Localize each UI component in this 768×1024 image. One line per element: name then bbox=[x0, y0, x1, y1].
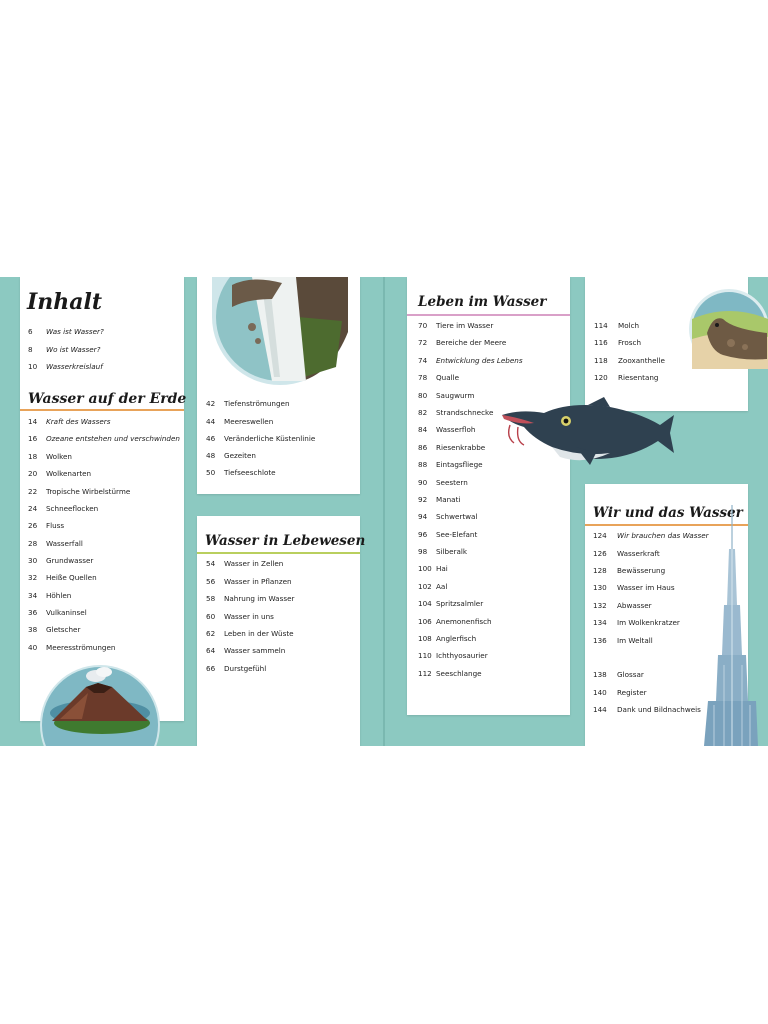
section-title-leben: Leben im Wasser bbox=[418, 294, 547, 310]
toc-entry[interactable]: 30 Grundwasser bbox=[28, 556, 94, 565]
toc-entry[interactable]: 94 Schwertwal bbox=[418, 512, 478, 521]
toc-entry[interactable]: 20 Wolkenarten bbox=[28, 469, 92, 478]
seal-illustration bbox=[683, 289, 768, 369]
waterfall-illustration bbox=[212, 277, 348, 385]
toc-entry[interactable]: 64 Wasser sammeln bbox=[206, 646, 286, 655]
toc-entry[interactable]: 10 Wasserkreislauf bbox=[28, 362, 103, 371]
toc-entry[interactable]: 74 Entwicklung des Lebens bbox=[418, 356, 523, 365]
toc-entry[interactable]: 88 Eintagsfliege bbox=[418, 460, 483, 469]
panel-lebewesen bbox=[197, 516, 366, 746]
toc-entry[interactable]: 140 Register bbox=[593, 688, 647, 697]
toc-entry[interactable]: 114 Molch bbox=[594, 321, 640, 330]
section-rule bbox=[197, 552, 360, 554]
toc-entry[interactable]: 108 Anglerfisch bbox=[418, 634, 477, 643]
section-title-wir: Wir und das Wasser bbox=[593, 505, 743, 521]
toc-entry[interactable]: 56 Wasser in Pflanzen bbox=[206, 577, 292, 586]
toc-entry[interactable]: 40 Meeresströmungen bbox=[28, 643, 116, 652]
skyscraper-illustration bbox=[700, 505, 758, 746]
section-rule bbox=[20, 409, 184, 411]
section-rule bbox=[407, 314, 570, 316]
toc-entry[interactable]: 82 Strandschnecke bbox=[418, 408, 494, 417]
toc-entry[interactable]: 78 Qualle bbox=[418, 373, 460, 382]
toc-entry[interactable]: 86 Riesenkrabbe bbox=[418, 443, 486, 452]
panel-leben bbox=[407, 277, 570, 715]
toc-entry[interactable]: 112 Seeschlange bbox=[418, 669, 482, 678]
toc-entry[interactable]: 92 Manati bbox=[418, 495, 461, 504]
toc-entry[interactable]: 102 Aal bbox=[418, 582, 448, 591]
toc-entry[interactable]: 28 Wasserfall bbox=[28, 539, 83, 548]
contents-title: Inhalt bbox=[27, 289, 103, 315]
toc-entry[interactable]: 120 Riesentang bbox=[594, 373, 659, 382]
toc-entry[interactable]: 144 Dank und Bildnachweis bbox=[593, 705, 701, 714]
section-title-lebewesen: Wasser in Lebewesen bbox=[205, 533, 366, 549]
toc-entry[interactable]: 116 Frosch bbox=[594, 338, 642, 347]
toc-entry[interactable]: 14 Kraft des Wassers bbox=[28, 417, 111, 426]
toc-entry[interactable]: 72 Bereiche der Meere bbox=[418, 338, 507, 347]
toc-entry[interactable]: 136 Im Weltall bbox=[593, 636, 653, 645]
toc-entry[interactable]: 138 Glossar bbox=[593, 670, 644, 679]
toc-entry[interactable]: 132 Abwasser bbox=[593, 601, 652, 610]
toc-entry[interactable]: 54 Wasser in Zellen bbox=[206, 559, 284, 568]
toc-entry[interactable]: 128 Bewässerung bbox=[593, 566, 666, 575]
toc-entry[interactable]: 118 Zooxanthelle bbox=[594, 356, 665, 365]
toc-entry[interactable]: 26 Fluss bbox=[28, 521, 65, 530]
toc-entry[interactable]: 124 Wir brauchen das Wasser bbox=[593, 531, 709, 540]
toc-entry[interactable]: 126 Wasserkraft bbox=[593, 549, 660, 558]
panel-inhalt bbox=[20, 277, 187, 721]
toc-entry[interactable]: 58 Nahrung im Wasser bbox=[206, 594, 295, 603]
toc-entry[interactable]: 44 Meereswellen bbox=[206, 417, 274, 426]
toc-entry[interactable]: 62 Leben in der Wüste bbox=[206, 629, 294, 638]
toc-entry[interactable]: 96 See-Elefant bbox=[418, 530, 478, 539]
toc-entry[interactable]: 104 Spritzsalmler bbox=[418, 599, 484, 608]
toc-entry[interactable]: 50 Tiefseeschlote bbox=[206, 468, 276, 477]
toc-entry[interactable]: 42 Tiefenströmungen bbox=[206, 399, 290, 408]
toc-entry[interactable]: 18 Wolken bbox=[28, 452, 72, 461]
toc-entry[interactable]: 48 Gezeiten bbox=[206, 451, 256, 460]
toc-entry[interactable]: 90 Seestern bbox=[418, 478, 468, 487]
toc-entry[interactable]: 46 Veränderliche Küstenlinie bbox=[206, 434, 316, 443]
toc-entry[interactable]: 106 Anemonenfisch bbox=[418, 617, 492, 626]
toc-entry[interactable]: 110 Ichthyosaurier bbox=[418, 651, 488, 660]
toc-entry[interactable]: 134 Im Wolkenkratzer bbox=[593, 618, 680, 627]
toc-entry[interactable]: 100 Hai bbox=[418, 564, 448, 573]
book-spread bbox=[0, 277, 768, 746]
toc-entry[interactable]: 16 Ozeane entstehen und verschwinden bbox=[28, 434, 180, 443]
toc-entry[interactable]: 70 Tiere im Wasser bbox=[418, 321, 494, 330]
ichthyosaur-illustration bbox=[500, 397, 675, 469]
volcano-island-illustration bbox=[38, 663, 162, 746]
toc-entry[interactable]: 6 Was ist Wasser? bbox=[28, 327, 104, 336]
toc-entry[interactable]: 22 Tropische Wirbelstürme bbox=[28, 487, 131, 496]
toc-entry[interactable]: 24 Schneeflocken bbox=[28, 504, 99, 513]
toc-entry[interactable]: 66 Durstgefühl bbox=[206, 664, 267, 673]
toc-entry[interactable]: 32 Heiße Quellen bbox=[28, 573, 97, 582]
toc-entry[interactable]: 8 Wo ist Wasser? bbox=[28, 345, 101, 354]
toc-entry[interactable]: 130 Wasser im Haus bbox=[593, 583, 675, 592]
toc-entry[interactable]: 60 Wasser in uns bbox=[206, 612, 274, 621]
toc-entry[interactable]: 38 Gletscher bbox=[28, 625, 81, 634]
toc-entry[interactable]: 34 Höhlen bbox=[28, 591, 72, 600]
section-title-erde: Wasser auf der Erde bbox=[28, 391, 187, 407]
toc-entry[interactable]: 98 Silberalk bbox=[418, 547, 468, 556]
toc-entry[interactable]: 84 Wasserfloh bbox=[418, 425, 476, 434]
toc-entry[interactable]: 80 Saugwurm bbox=[418, 391, 475, 400]
toc-entry[interactable]: 36 Vulkaninsel bbox=[28, 608, 87, 617]
page-gutter bbox=[383, 277, 385, 746]
